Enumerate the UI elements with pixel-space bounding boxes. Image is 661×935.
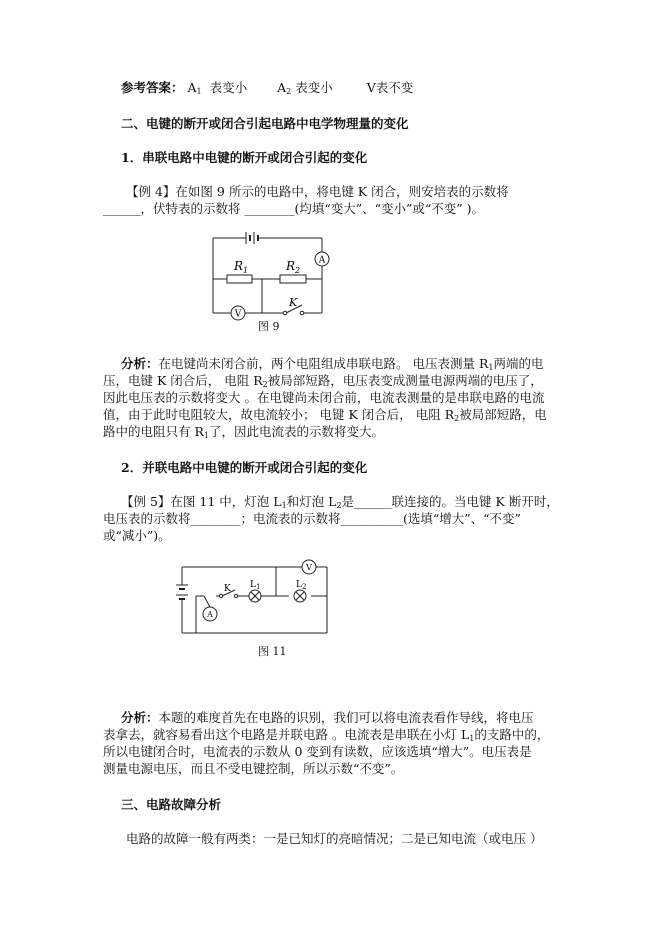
answer-line: 参考答案： $A_1$ 表变小 $A_2$ 表变小 V表不变 [121, 80, 414, 96]
analysis-2-line-3: 所以电键闭合时，电流表的示数从 0 变到有读数，应该选填“增大”。电压表是 [103, 744, 532, 759]
fig11-key-label: K [224, 584, 231, 594]
analysis-2-line-1: 分析：本题的难度首先在电路的识别，我们可以将电流表看作导线，将电压 [121, 710, 534, 725]
analysis-1-line-4: 值，由于此时电阻较大，故电流较小； 电键 K 闭合后， 电阻 $R_2$被局部短路，电 [103, 407, 547, 423]
fig9-voltmeter-label: V [234, 309, 242, 320]
figure-9-caption: 图 9 [258, 320, 280, 333]
subsection-2-title: 2．并联电路中电键的断开或闭合引起的变化 [121, 460, 368, 475]
example-5-line-3: 或“减小”)。 [103, 528, 171, 543]
fig9-r2-label: $R_2$ [286, 259, 301, 275]
example-4-line-1: 【例 4】在如图 9 所示的电路中，将电键 K 闭合，则安培表的示数将 [126, 184, 509, 199]
fig11-l1-label: $L_1$ [250, 580, 261, 591]
analysis-1-line-1: 分析：在电键尚未闭合前，两个电阻组成串联电路。 电压表测量 $R_1$两端的电 [121, 356, 544, 372]
lamp-l1-icon [249, 590, 261, 602]
fault-paragraph: 电路的故障一般有两类：一是已知灯的亮暗情况；二是已知电流（或电压 ） [126, 831, 543, 846]
analysis-1-line-2: 压，电键 K 闭合后， 电阻 $R_2$被局部短路，电压表变成测量电源两端的电压了， [103, 373, 543, 389]
section-2-title: 二、电键的断开或闭合引起电路中电学物理量的变化 [121, 116, 409, 131]
example-5-line-1: 【例 5】在图 11 中，灯泡 $L_1$和灯泡 $L_2$是______联连接的。当电键 K 断开时， [121, 494, 559, 510]
figure-11-caption: 图 11 [258, 645, 287, 658]
analysis-1-line-3: 因此电压表的示数将变大 。在电键尚未闭合前，电流表测量的是串联电路的电流 [103, 390, 545, 405]
lamp-l2-icon [294, 590, 306, 602]
fig11-voltmeter-label: V [306, 563, 312, 572]
subsection-1-title: 1．串联电路中电键的断开或闭合引起的变化 [121, 150, 368, 165]
analysis-1-line-5: 路中的电阻只有 $R_1$了，因此电流表的示数将变大。 [103, 424, 384, 440]
answer-label: 参考答案： [121, 80, 184, 95]
fig11-l2-label: $L_2$ [296, 580, 307, 591]
fig9-key-label: K [289, 296, 298, 309]
example-4-line-2: ______，伏特表的示数将 ________(均填“变大”、“变小”或“不变” )。 [103, 201, 485, 216]
fig9-r1-label: $R_1$ [234, 259, 249, 275]
section-3-title: 三、电路故障分析 [121, 797, 222, 812]
example-5-line-2: 电压表的示数将________；电流表的示数将__________(选填“增大”、“不变” [103, 511, 521, 526]
analysis-2-line-2: 表拿去，就容易看出这个电路是并联电路 。电流表是串联在小灯 $L_1$的支路中的， [103, 727, 550, 743]
analysis-2-line-4: 测量电源电压，而且不受电键控制，所以示数“不变”。 [103, 761, 404, 776]
fig11-ammeter-label: A [207, 610, 213, 619]
fig9-ammeter-label: A [318, 255, 326, 266]
